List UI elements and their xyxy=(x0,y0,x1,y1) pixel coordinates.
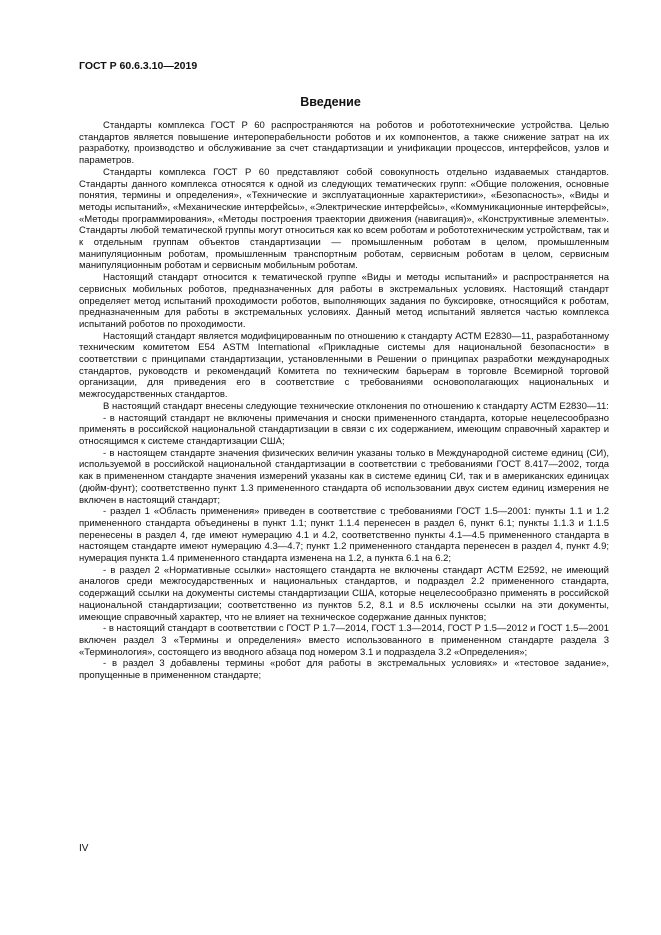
list-item: - в настоящий стандарт в соответствии с ГОСТ Р 1.7—2014, ГОСТ 1.3—2014, ГОСТ Р 1.5—2012 и ГОСТ 1.5—2001 включен раздел 3 «Термины и определения» вместо использованного в примененном стандарте раздела 3 «Терминология», состоящего из вводного абзаца под номером 3.1 и подраздела 3.2 «Определения»; xyxy=(79,623,609,658)
paragraph: Настоящий стандарт относится к тематической группе «Виды и методы испытаний» и распространяется на сервисных мобильных роботов, предназначенных для работы в экстремальных условиях. Настоящий стандарт определяет метод испытаний проходимости роботов, выполняющих задания по буксировке, относящийся к роботам, предназначенным для работы в экстремальных условиях. Данный метод испытаний является частью комплекса испытаний роботов по проходимости. xyxy=(79,272,609,330)
list-item: - в настоящем стандарте значения физических величин указаны только в Международной системе единиц (СИ), используемой в российской национальной стандартизации в соответствии с требованиями ГОСТ 8.417—2002, тогда как в примененном стандарте значения измерений указаны как в системе единиц СИ, так и в американских единицах (дюйм-фунт); соответственно пункт 1.3 примененного стандарта об использовании двух систем единиц измерения не включен в настоящий стандарт; xyxy=(79,447,609,506)
paragraph: Стандарты комплекса ГОСТ Р 60 представляют собой совокупность отдельно издаваемых стандартов. Стандарты данного комплекса относятся к одной из следующих тематических групп: «Общие положения, основные понятия, термины и определения», «Технические и эксплуатационные характеристики», «Безопасность», «Виды и методы испытаний», «Механические интерфейсы», «Электрические интерфейсы», «Коммуникационные интерфейсы», «Методы программирования», «Методы построения траектории движения (навигация)», «Конструктивные элементы». Стандарты любой тематической группы могут относиться как ко всем роботам и робототехническим устройствам, так и к отдельным группам объектов стандартизации — промышленным роботам в целом, промышленным манипуляционным роботам, промышленным транспортным роботам, сервисным роботам в целом, сервисным манипуляционным роботам и сервисным мобильным роботам. xyxy=(79,166,609,272)
paragraph: Стандарты комплекса ГОСТ Р 60 распространяются на роботов и робототехнические устройства. Целью стандартов является повышение интероперабельности роботов и их компонентов, а также снижение затрат на их разработку, производство и обслуживание за счет стандартизации и унификации процессов, интерфейсов, узлов и параметров. xyxy=(79,120,609,167)
page-number: IV xyxy=(79,843,89,854)
paragraph: Настоящий стандарт является модифицированным по отношению к стандарту АСТМ E2830—11, разработанному техническим комитетом E54 ASTM International «Прикладные системы для национальной безопасности» в соответствии с принципами стандартизации, установленными в Решении о принципах разработки международных стандартов, руководств и рекомендаций Комитета по техническим барьерам в торговле Всемирной торговой организации, для приведения его в соответствие с требованиями основополагающих национальных и межгосударственных стандартов. xyxy=(79,330,609,401)
section-title: Введение xyxy=(300,95,361,109)
list-item: - раздел 1 «Область применения» приведен в соответствие с требованиями ГОСТ 1.5—2001: пункты 1.1 и 1.2 примененного стандарта объединены в пункт 1.1; пункт 1.1.4 перенесен в раздел 6, пункт 6.1; пункты 1.1.3 и 1.1.5 перенесены в раздел 4, где имеют нумерацию 4.1 и 4.2, соответственно пункты 4.1—4.5 примененного стандарта в настоящем стандарте имеют нумерацию 4.3—4.7; пункт 1.2 примененного стандарта перенесен в раздел 4, пункт 4.9; нумерация пункта 1.4 примененного стандарта изменена на 1.2, а пункта 6.1 на 6.2; xyxy=(79,506,609,565)
document-id: ГОСТ Р 60.6.3.10—2019 xyxy=(79,60,198,72)
body-text xyxy=(79,120,609,682)
paragraph: В настоящий стандарт внесены следующие технические отклонения по отношению к стандарту АСТМ E2830—11: xyxy=(103,400,609,412)
list-item: - в настоящий стандарт не включены примечания и сноски примененного стандарта, которые нецелесообразно применять в российской национальной стандартизации в связи с их содержанием, имеющим справочный характер и относящимся к системе стандартизации США; xyxy=(79,412,609,447)
list-item: - в раздел 3 добавлены термины «робот для работы в экстремальных условиях» и «тестовое задание», пропущенные в примененном стандарте; xyxy=(79,658,609,682)
list-item: - в раздел 2 «Нормативные ссылки» настоящего стандарта не включены стандарт АСТМ E2592, не имеющий аналогов среди межгосударственных и национальных стандартов, и подраздел 2.2 примененного стандарта, содержащий ссылки на документы системы стандартизации США, которые нецелесообразно применять в российской национальной стандартизации; соответственно из пунктов 5.2, 8.1 и 8.5 исключены ссылки на эти документы, имеющие справочный характер, что не влияет на техническое содержание данных пунктов; xyxy=(79,564,609,623)
